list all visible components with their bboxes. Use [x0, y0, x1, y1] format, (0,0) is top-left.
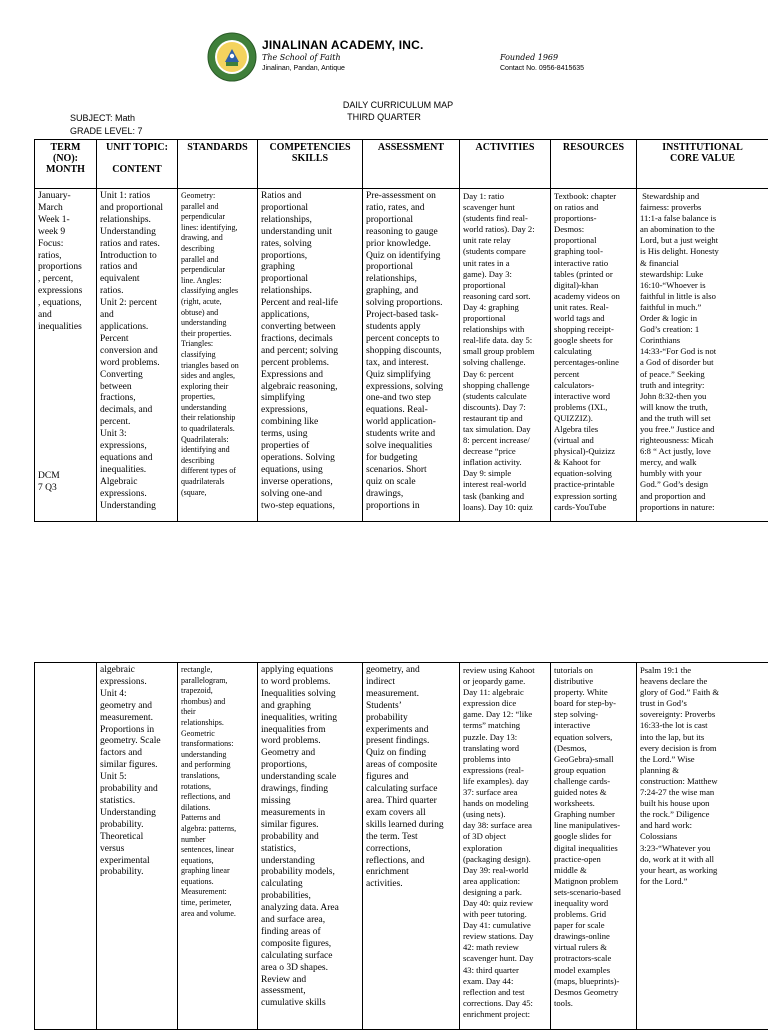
cell-competencies: applying equations to word problems. Inequalities solving and graphing inequalities, writing inequalities from word problems. Geometry and proportions, understanding scale drawings, finding missing measurements in similar figures. probability and statistics, understanding probability models, calculating probabilities, analyzing data. Area and surface area, finding areas of composite figures, calculating surface area o 3D shapes. Review and assessment, cumulative skills	[258, 663, 363, 1030]
curriculum-table-page-1	[34, 139, 768, 522]
cell-assessment: geometry, and indirect measurement. Students’ probability experiments and present findings. Quiz on finding areas of composite figures and calculating surface area. Third quarter exam covers all skills learned during the term. Test corrections, reflections, and enrichment activities.	[363, 663, 460, 1030]
school-name: JINALINAN ACADEMY, INC.	[262, 38, 424, 52]
grade-level-label: GRADE LEVEL: 7	[70, 126, 143, 136]
document-header	[0, 0, 768, 140]
school-seal-icon	[207, 32, 257, 82]
contact-number: Contact No. 0956-8415635	[500, 65, 584, 72]
document-title: DAILY CURRICULUM MAP	[14, 100, 768, 110]
cell-activities: review using Kahoot or jeopardy game. Day 11: algebraic expression dice game. Day 12: “like terms” matching puzzle. Day 13: translating word problems into expressions (real- life examples). day 37: surface area hands on modeling (using nets). day 38: surface area of 3D object exploration (packaging design). Day 39: real-world area application: designing a park. Day 40: quiz review with peer tutoring. Day 41: cumulative review stations. Day 42: math review scavenger hunt. Day 43: third quarter exam. Day 44: reflection and test corrections. Day 45: enrichment project:	[460, 663, 551, 1030]
founded-year: Founded 1969	[500, 53, 558, 62]
table-header-row	[35, 140, 768, 189]
cell-activities: Day 1: ratio scavenger hunt (students find real- world ratios). Day 2: unit rate relay (students compare unit rates in a game). Day 3: proportional reasoning card sort. Day 4: graphing proportional relationships with real-life data. day 5: small group problem solving challenge. Day 6: percent shopping challenge (students calculate discounts). Day 7: restaurant tip and tax simulation. Day 8: percent increase/ decrease “price inflation activity. Day 9: simple interest real-world task (banking and loans). Day 10: quiz	[460, 189, 551, 522]
header-unit-topic: UNIT TOPIC: CONTENT	[97, 140, 178, 189]
cell-standards: Geometry: parallel and perpendicular lines: identifying, drawing, and describing parallel and perpendicular line. Angles: classifying angles (right, acute, obtuse) and understanding their properties. Triangles: classifying triangles based on sides and angles, exploring their properties, understanding their relationship to quadrilaterals. Quadrilaterals: identifying and describing different types of quadrilaterals (square,	[178, 189, 258, 522]
header-term: TERM (NO): MONTH	[35, 140, 97, 189]
cell-core-value: Stewardship and fairness: proverbs 11:1-a false balance is an abomination to the Lord, but a just weight is His delight. Honesty & financial stewardship: Luke 16:10-“Whoever is faithful in little is also faithful in much.” Order & logic in God’s creation: 1 Corinthians 14:33-“For God is not a God of disorder but of peace.” Seeking truth and integrity: John 8:32-then you will know the truth, and the truth will set you free.” Justice and righteousness: Micah 6:8 “ Act justly, love mercy, and walk humbly with your God.” God’s design and proportion and proportions in nature:	[637, 189, 768, 522]
header-activities: ACTIVITIES	[460, 140, 551, 189]
subject-label: SUBJECT: Math	[70, 113, 135, 123]
header-standards: STANDARDS	[178, 140, 258, 189]
cell-standards: rectangle, parallelogram, trapezoid, rhombus) and their relationships. Geometric transformations: understanding and performing translations, rotations, reflections, and dilations. Patterns and algebra: patterns, number sentences, linear equations, graphing linear equations. Measurement: time, perimeter, area and volume.	[178, 663, 258, 1030]
cell-term	[35, 663, 97, 1030]
header-resources: RESOURCES	[551, 140, 637, 189]
cell-assessment: Pre-assessment on ratio, rates, and proportional reasoning to gauge prior knowledge. Quiz on identifying proportional relationships, graphing, and solving proportions. Project-based task- students apply percent concepts to shopping discounts, tax, and interest. Quiz simplifying expressions, solving one-and two step equations. Real- world application- students write and solve inequalities for budgeting scenarios. Short quiz on scale drawings, proportions in	[363, 189, 460, 522]
school-tagline: The School of Faith	[262, 53, 341, 62]
curriculum-table-page-2	[34, 662, 768, 1030]
quarter-label: THIRD QUARTER	[0, 112, 768, 122]
header-assessment: ASSESSMENT	[363, 140, 460, 189]
cell-core-value: Psalm 19:1 the heavens declare the glory of God.” Faith & trust in God’s sovereignty: Proverbs 16:33-the lot is cast into the lap, but its every decision is from the Lord.” Wise planning & construction: Matthew 7:24-27 the wise man built his house upon the rock.” Diligence and hard work: Colossians 3:23-“Whatever you do, work at it with all your heart, as working for the Lord.”	[637, 663, 768, 1030]
table-row	[35, 189, 768, 522]
cell-term: January- March Week 1- week 9 Focus: ratios, proportions , percent, expressions , equations, and inequalities DCM 7 Q3	[35, 189, 97, 522]
cell-competencies: Ratios and proportional relationships, understanding unit rates, solving proportions, graphing proportional relationships. Percent and real-life applications, converting between fractions, decimals and percent; solving percent problems. Expressions and algebraic reasoning, simplifying expressions, combining like terms, using properties of operations. Solving equations, using inverse operations, solving one-and two-step equations,	[258, 189, 363, 522]
cell-unit-topic: Unit 1: ratios and proportional relationships. Understanding ratios and rates. Introduction to ratios and equivalent ratios. Unit 2: percent and applications. Percent conversion and word problems. Converting between fractions, decimals, and percent. Unit 3: expressions, equations and inequalities. Algebraic expressions. Understanding	[97, 189, 178, 522]
document-code: DCM 7 Q3	[38, 471, 60, 495]
cell-unit-topic: algebraic expressions. Unit 4: geometry and measurement. Proportions in geometry. Scale factors and similar figures. Unit 5: probability and statistics. Understanding probability. Theoretical versus experimental probability.	[97, 663, 178, 1030]
school-location: Jinalinan, Pandan, Antique	[262, 65, 345, 72]
header-competencies: COMPETENCIES SKILLS	[258, 140, 363, 189]
cell-resources: tutorials on distributive property. White board for step-by- step solving- interactive equation solvers, (Desmos, GeoGebra)-small group equation challenge cards- guided notes & worksheets. Graphing number line manipulatives- google slides for digital inequalities practice-open middle & Matignon problem sets-scenario-based inequality word problems. Grid paper for scale drawings-online virtual rulers & protractors-scale model examples (maps, blueprints)- Desmos Geometry tools.	[551, 663, 637, 1030]
cell-resources: Textbook: chapter on ratios and proportions- Desmos: proportional graphing tool- interactive ratio tables (printed or digital)-khan academy videos on unit rates. Real- world tags and shopping receipt- google sheets for calculating percentages-online percent calculators- interactive word problems (IXL, QUIZZIZ). Algebra tiles (virtual and physical)-Quizizz & Kahoot for equation-solving practice-printable expression sorting cards-YouTube	[551, 189, 637, 522]
table-row	[35, 663, 768, 1030]
header-core-value: INSTITUTIONAL CORE VALUE	[637, 140, 768, 189]
